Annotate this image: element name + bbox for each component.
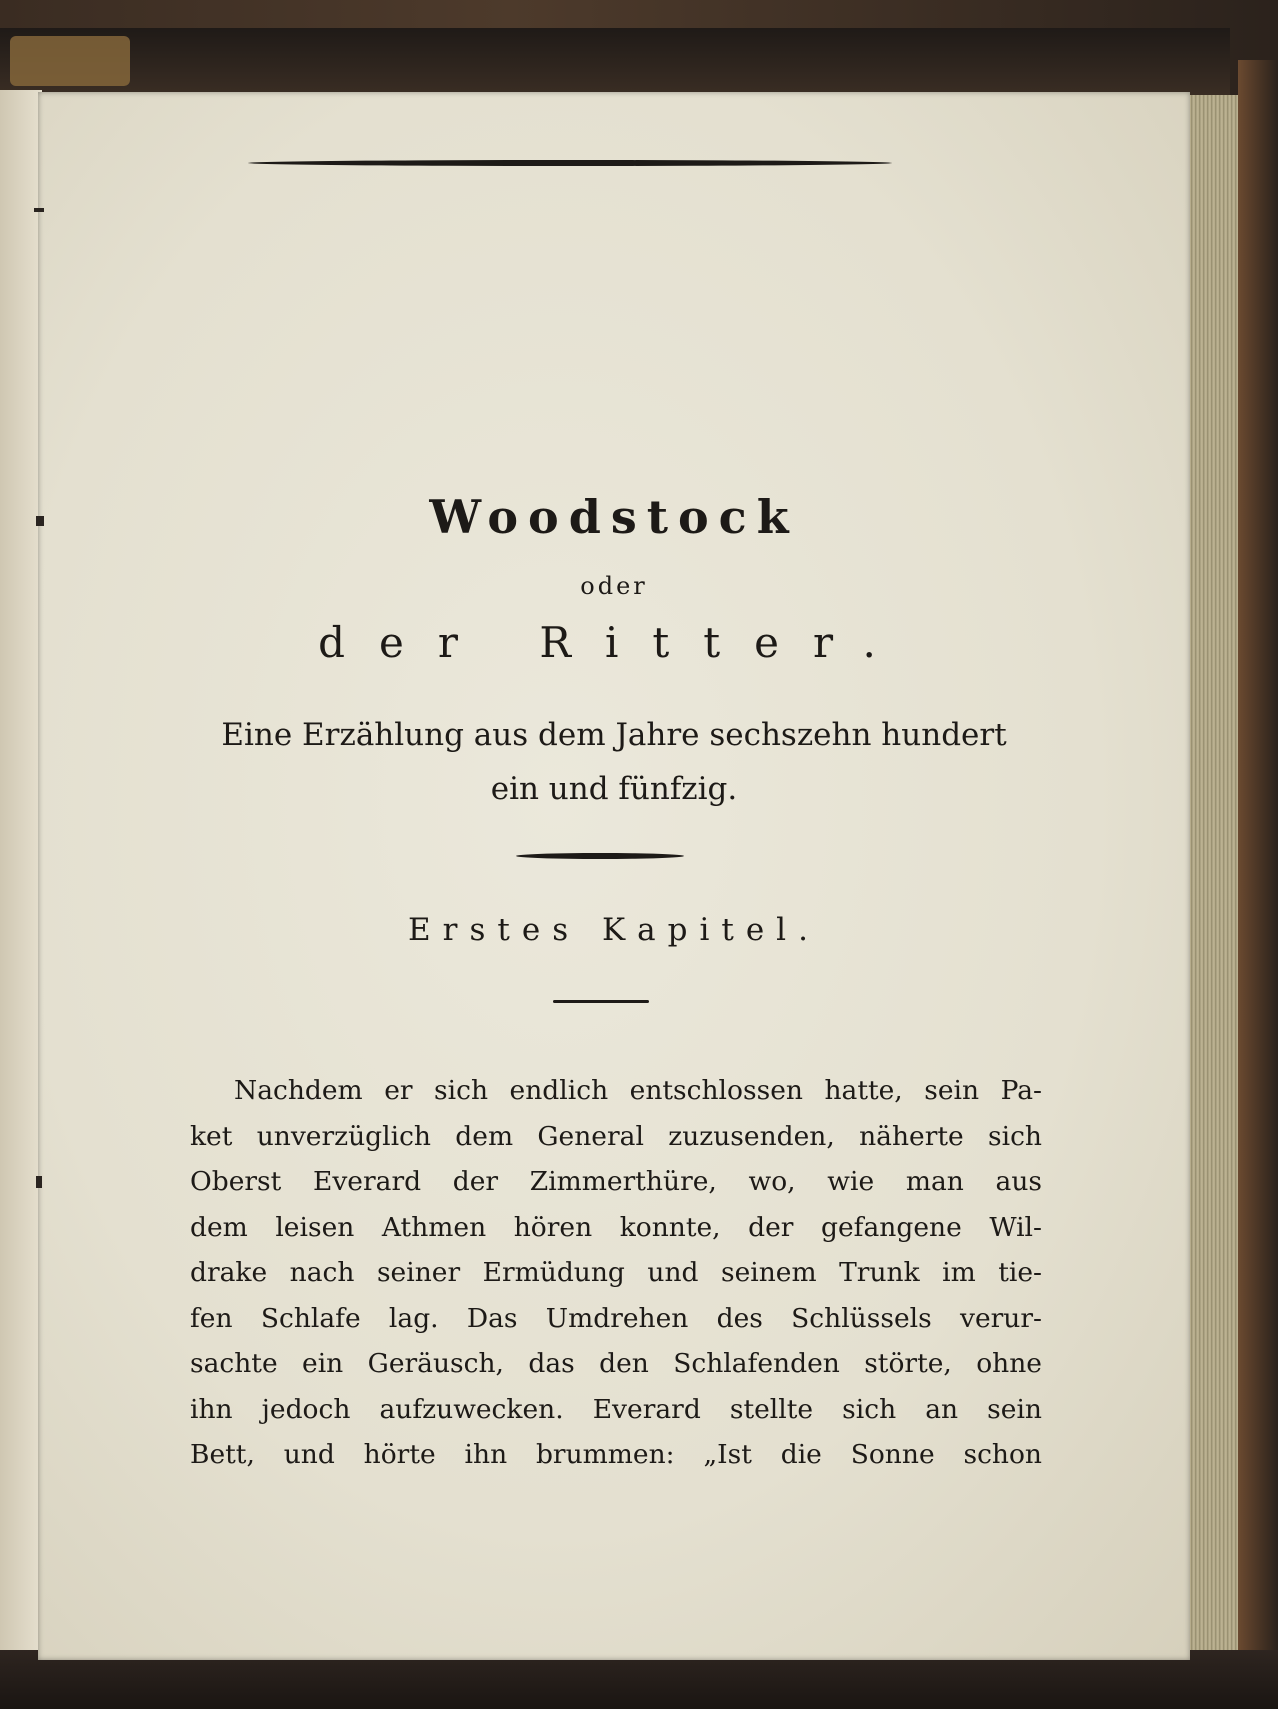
chapter-heading: Erstes Kapitel. (408, 912, 820, 948)
body-line: ket unverzüglich dem General zuzusenden, näherte sich (190, 1120, 1042, 1152)
page-block-edge (1188, 95, 1238, 1660)
ornamental-rule (516, 853, 684, 859)
binding-mark (34, 208, 44, 212)
book-page (38, 92, 1190, 1660)
tagline (38, 708, 1190, 816)
tagline-line-2: ein und fünfzig. (490, 771, 738, 807)
tagline-line-1: Eine Erzählung aus dem Jahre sechszehn hundert (221, 717, 1007, 753)
body-line: Nachdem er sich endlich entschlossen hatte, sein Pa- (234, 1075, 1042, 1106)
body-line: fen Schlafe lag. Das Umdrehen des Schlüssels verur- (190, 1302, 1042, 1334)
body-text (190, 1068, 1042, 1478)
body-line: Oberst Everard der Zimmerthüre, wo, wie man aus (190, 1166, 1042, 1197)
body-line: Bett, und hörte ihn brummen: „Ist die Sonne schon (190, 1439, 1042, 1470)
right-cover (1238, 60, 1278, 1709)
body-line: sachte ein Geräusch, das den Schlafenden störte, ohne (190, 1348, 1042, 1379)
chapter-rule (553, 1000, 649, 1003)
top-cover (0, 28, 1230, 98)
page-title: Woodstock (429, 490, 799, 544)
cover-tab (10, 36, 130, 86)
body-line: dem leisen Athmen hören konnte, der gefangene Wil- (190, 1211, 1042, 1243)
facing-page-edge (0, 90, 42, 1650)
body-line: drake nach seiner Ermüdung und seinem Trunk im tie- (190, 1257, 1042, 1288)
title-conjunction: oder (580, 572, 648, 600)
body-line: ihn jedoch aufzuwecken. Everard stellte sich an sein (190, 1393, 1042, 1425)
page-subtitle: der Ritter. (318, 618, 910, 667)
binding-mark (36, 1176, 42, 1188)
binding-mark (36, 516, 44, 526)
top-rule (248, 160, 892, 166)
